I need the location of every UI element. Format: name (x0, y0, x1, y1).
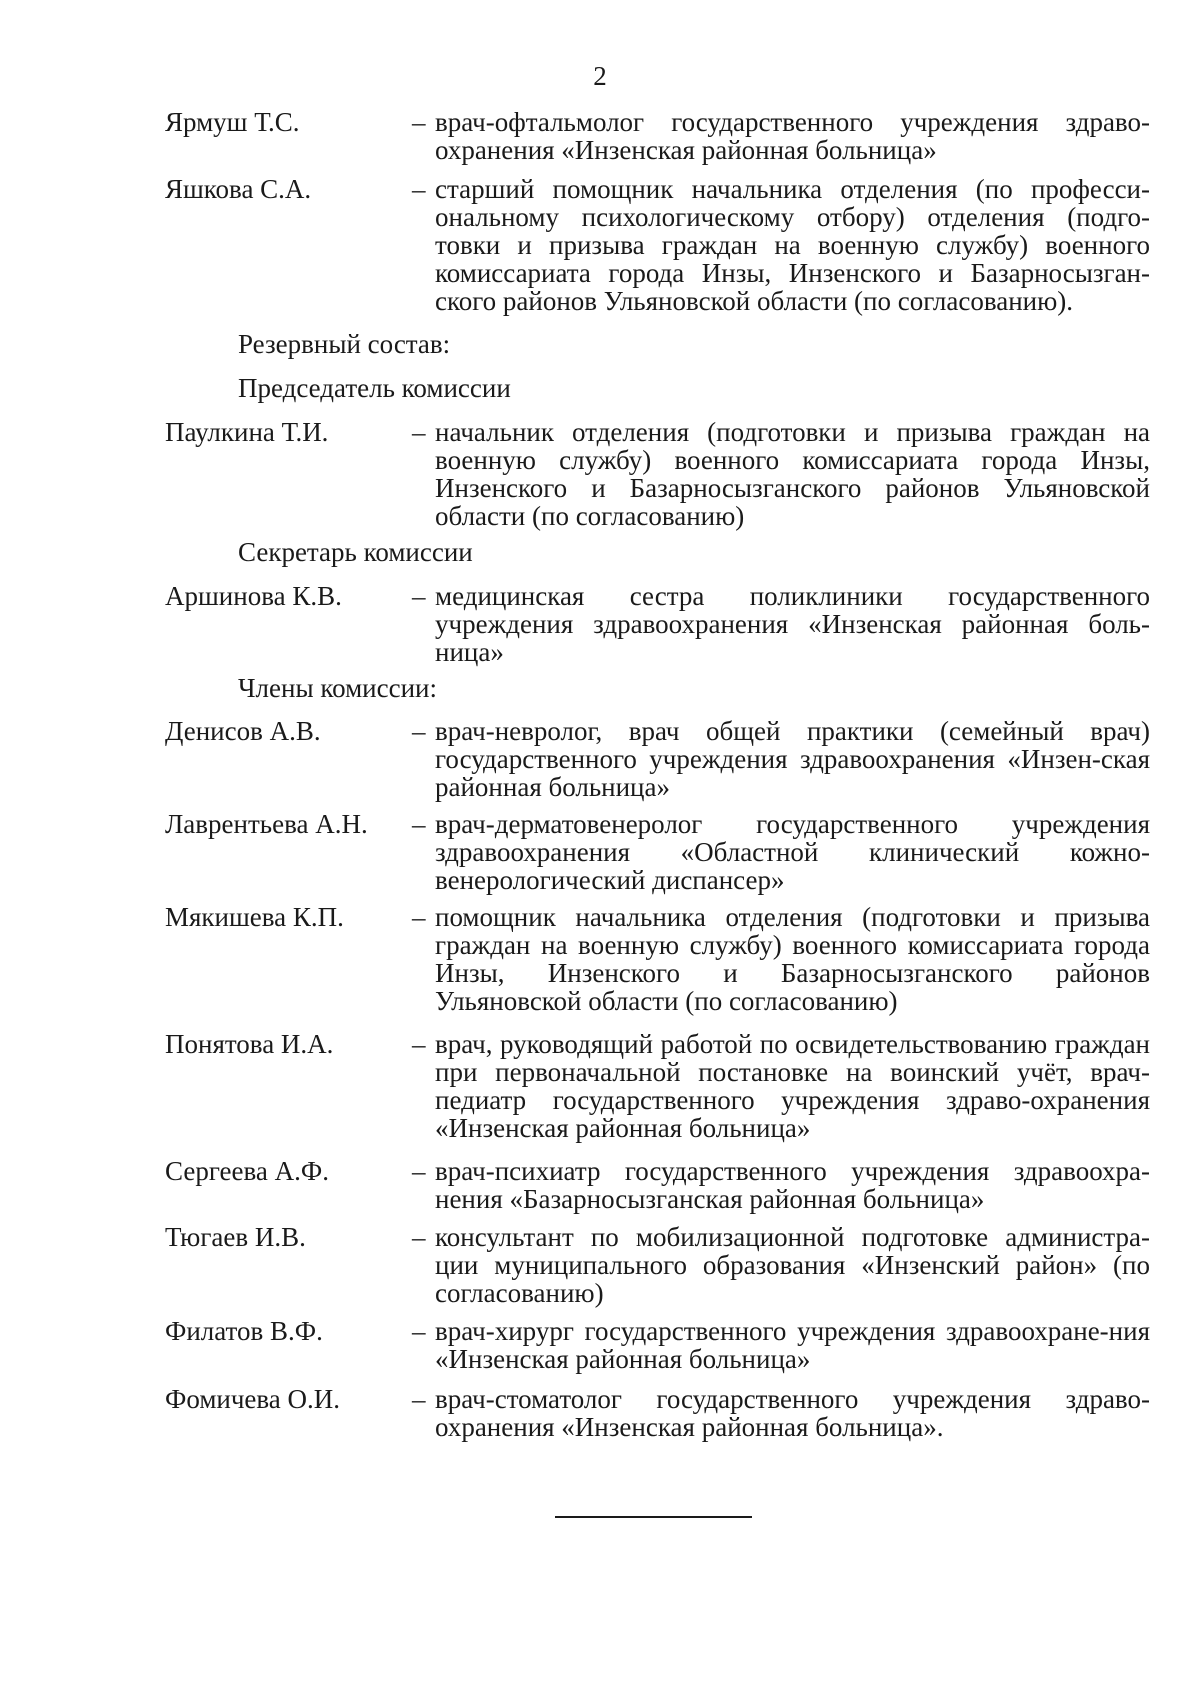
members-heading: Члены комиссии: (238, 673, 437, 703)
entry-dash: – (412, 1156, 426, 1186)
entry-name: Понятова И.А. (165, 1029, 334, 1059)
entry-dash: – (412, 1316, 426, 1346)
chairman-heading: Председатель комиссии (238, 373, 511, 403)
entry-dash: – (412, 902, 426, 932)
reserve-heading: Резервный состав: (238, 329, 451, 359)
entry-description: врач-психиатр государственного учреждения здравоохра-нения «Базарносызганская районная больница» (435, 1156, 1150, 1214)
entry-dash: – (412, 1384, 426, 1414)
entry-name: Мякишева К.П. (165, 902, 344, 932)
page-number: 2 (593, 61, 607, 91)
entry-name: Лаврентьева А.Н. (165, 809, 368, 839)
entry-description: врач, руководящий работой по освидетельствованию граждан при первоначальной постановке на воинский учёт, врач-педиатр государственного учреждения здраво-охранения «Инзенская районная больница» (435, 1029, 1150, 1143)
entry-description: консультант по мобилизационной подготовке администра-ции муниципального образования «Инзенский район» (по согласованию) (435, 1222, 1150, 1308)
entry-name: Паулкина Т.И. (165, 417, 329, 447)
entry-dash: – (412, 809, 426, 839)
entry-description: врач-офтальмолог государственного учреждения здраво-охранения «Инзенская районная больница» (435, 107, 1150, 165)
entry-description: начальник отделения (подготовки и призыва граждан на военную службу) военного комиссариата города Инзы, Инзенского и Базарносызганского районов Ульяновской области (по согласованию) (435, 417, 1150, 531)
entry-description: врач-невролог, врач общей практики (семейный врач) государственного учреждения здравоохранения «Инзен-ская районная больница» (435, 716, 1150, 802)
entry-name: Денисов А.В. (165, 716, 321, 746)
entry-dash: – (412, 417, 426, 447)
end-rule (555, 1516, 752, 1518)
entry-description: помощник начальника отделения (подготовки и призыва граждан на военную службу) военного комиссариата города Инзы, Инзенского и Базарносызганского районов Ульяновской области (по согласованию) (435, 902, 1150, 1016)
entry-dash: – (412, 581, 426, 611)
entry-name: Сергеева А.Ф. (165, 1156, 329, 1186)
entry-description: старший помощник начальника отделения (по професси-ональному психологическому отбору) отделения (подго-товки и призыва граждан на военную службу) военного комиссариата города Инзы, Инзенского и Базарносызган-ского районов Ульяновской области (по согласованию). (435, 174, 1150, 316)
entry-name: Яшкова С.А. (165, 174, 312, 204)
entry-dash: – (412, 1029, 426, 1059)
entry-name: Филатов В.Ф. (165, 1316, 323, 1346)
entry-name: Аршинова К.В. (165, 581, 342, 611)
entry-description: врач-хирург государственного учреждения здравоохране-ния «Инзенская районная больница» (435, 1316, 1150, 1374)
entry-name: Фомичева О.И. (165, 1384, 341, 1414)
secretary-heading: Секретарь комиссии (238, 537, 473, 567)
entry-description: врач-стоматолог государственного учреждения здраво-охранения «Инзенская районная больница». (435, 1384, 1150, 1442)
entry-dash: – (412, 1222, 426, 1252)
entry-name: Тюгаев И.В. (165, 1222, 306, 1252)
entry-description: медицинская сестра поликлиники государственного учреждения здравоохранения «Инзенская районная боль-ница» (435, 581, 1150, 667)
entry-name: Ярмуш Т.С. (165, 107, 300, 137)
entry-dash: – (412, 107, 426, 137)
entry-dash: – (412, 174, 426, 204)
entry-description: врач-дерматовенеролог государственного учреждения здравоохранения «Областной клинический кожно-венерологический диспансер» (435, 809, 1150, 895)
entry-dash: – (412, 716, 426, 746)
